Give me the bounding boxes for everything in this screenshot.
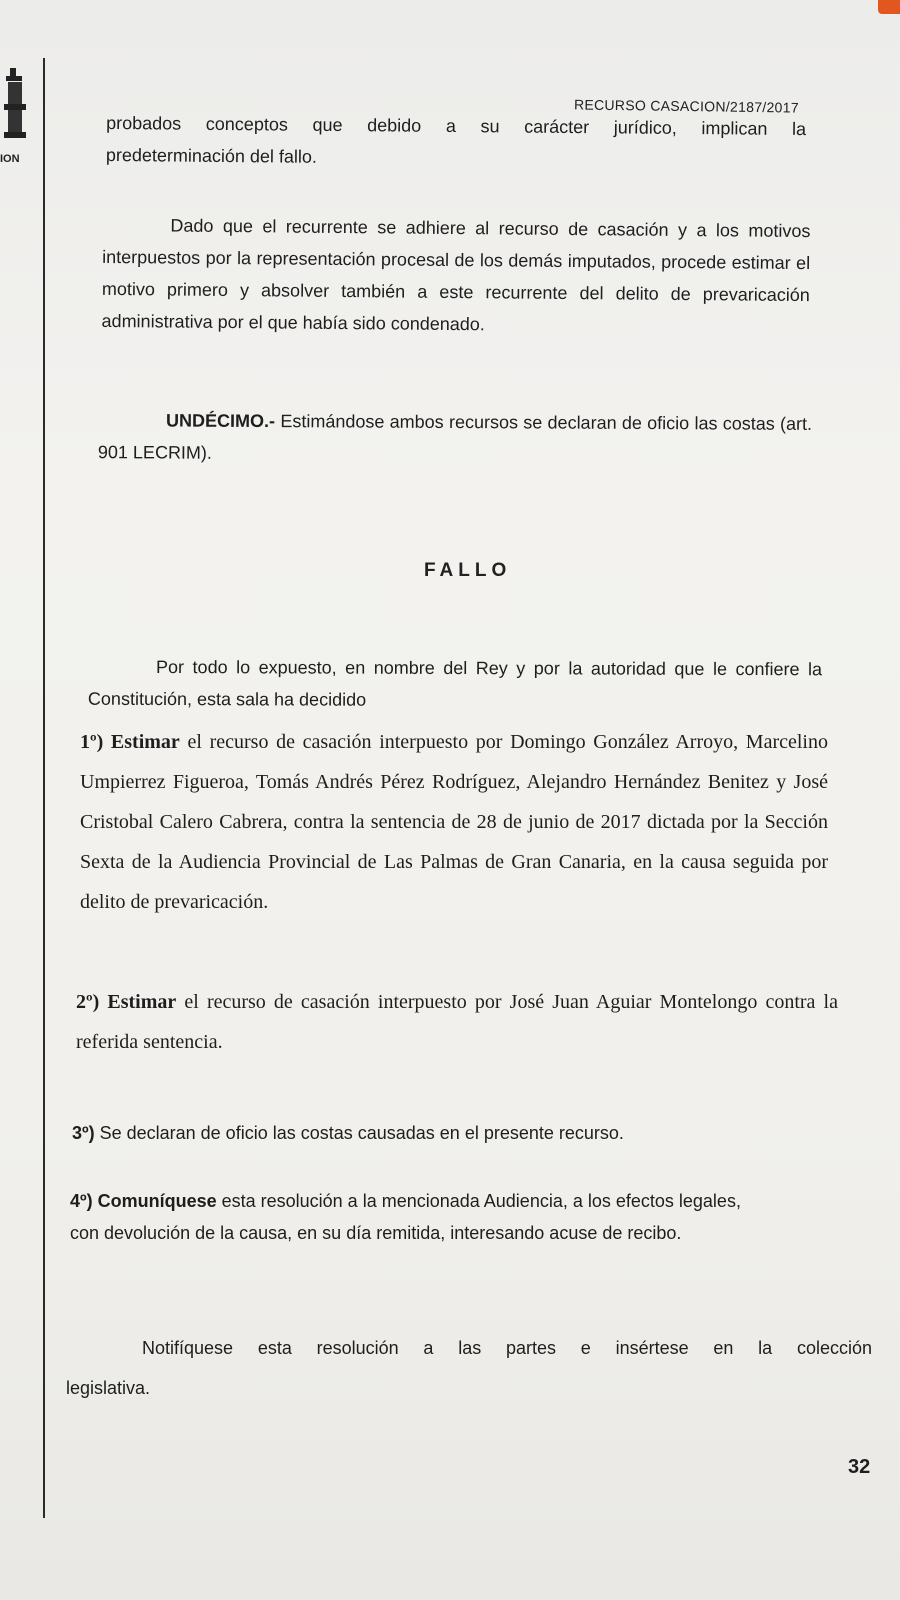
ruling-text: el recurso de casación interpuesto por José Juan Aguiar Montelongo contra la referida sentencia.: [76, 991, 838, 1053]
ruling-verb: Estimar: [103, 731, 180, 753]
margin-label: ION: [0, 153, 20, 165]
ruling-number: 4º): [70, 1191, 93, 1211]
paragraph-continuation: [106, 107, 807, 177]
paragraph-por-todo: Por todo lo expuesto, en nombre del Rey y por la autoridad que le confiere la Constitución, esta sala ha decidido: [87, 656, 823, 710]
paragraph-line: probados conceptos que debido a su carácter jurídico, implican la: [106, 112, 807, 140]
case-reference: RECURSO CASACION/2187/2017: [573, 96, 799, 116]
ruling-text: esta resolución a la mencionada Audiencia, a los efectos legales,: [216, 1191, 741, 1211]
ruling-verb: Estimar: [99, 991, 177, 1013]
paragraph-undecimo: [98, 404, 812, 472]
corner-tab: [878, 0, 900, 14]
margin-rule: [43, 58, 45, 1518]
paragraph-line: predeterminación del fallo.: [105, 144, 318, 167]
ruling-3: [72, 1117, 772, 1149]
ruling-text: con devolución de la causa, en su día remitida, interesando acuse de recibo.: [70, 1223, 682, 1243]
ruling-number: 1º): [80, 731, 104, 753]
ruling-1: [80, 722, 828, 922]
closing-line: Notifíquese esta resolución a las partes e insértese en la colección: [142, 1338, 872, 1358]
section-heading-undecimo: UNDÉCIMO.-: [166, 410, 276, 432]
paragraph-adhesion: Dado que el recurrente se adhiere al recurso de casación y a los motivos interpuestos por la representación procesal de los demás imputados, procede estimar el motivo primero y absolver también a este recurrente del delito de prevaricación administrativa por el que había sido condenado.: [101, 215, 811, 335]
ruling-4: [70, 1185, 865, 1249]
ruling-number: 3º): [72, 1123, 95, 1143]
ruling-text: Se declaran de oficio las costas causadas en el presente recurso.: [94, 1123, 624, 1143]
court-crest-icon: [2, 68, 28, 148]
ruling-2: [76, 982, 838, 1062]
paragraph-text: Estimándose ambos recursos se declaran de oficio las costas (art. 901 LECRIM).: [97, 411, 813, 463]
ruling-text: el recurso de casación interpuesto por Domingo González Arroyo, Marcelino Umpierrez Figueroa, Tomás Andrés Pérez Rodríguez, Alejandro Hernández Benitez y José Cristobal Calero Cabrera, contra la sentencia de 28 de junio de 2017 dictada por la Sección Sexta de la Audiencia Provincial de Las Palmas de Gran Canaria, en la causa seguida por delito de prevaricación.: [80, 731, 828, 913]
closing-notification: [66, 1328, 872, 1408]
ruling-verb: Comuníquese: [92, 1191, 217, 1211]
page-number: 32: [848, 1456, 871, 1478]
fallo-title: FALLO: [424, 560, 512, 581]
ruling-number: 2º): [76, 991, 100, 1013]
closing-line: legislativa.: [66, 1378, 151, 1398]
